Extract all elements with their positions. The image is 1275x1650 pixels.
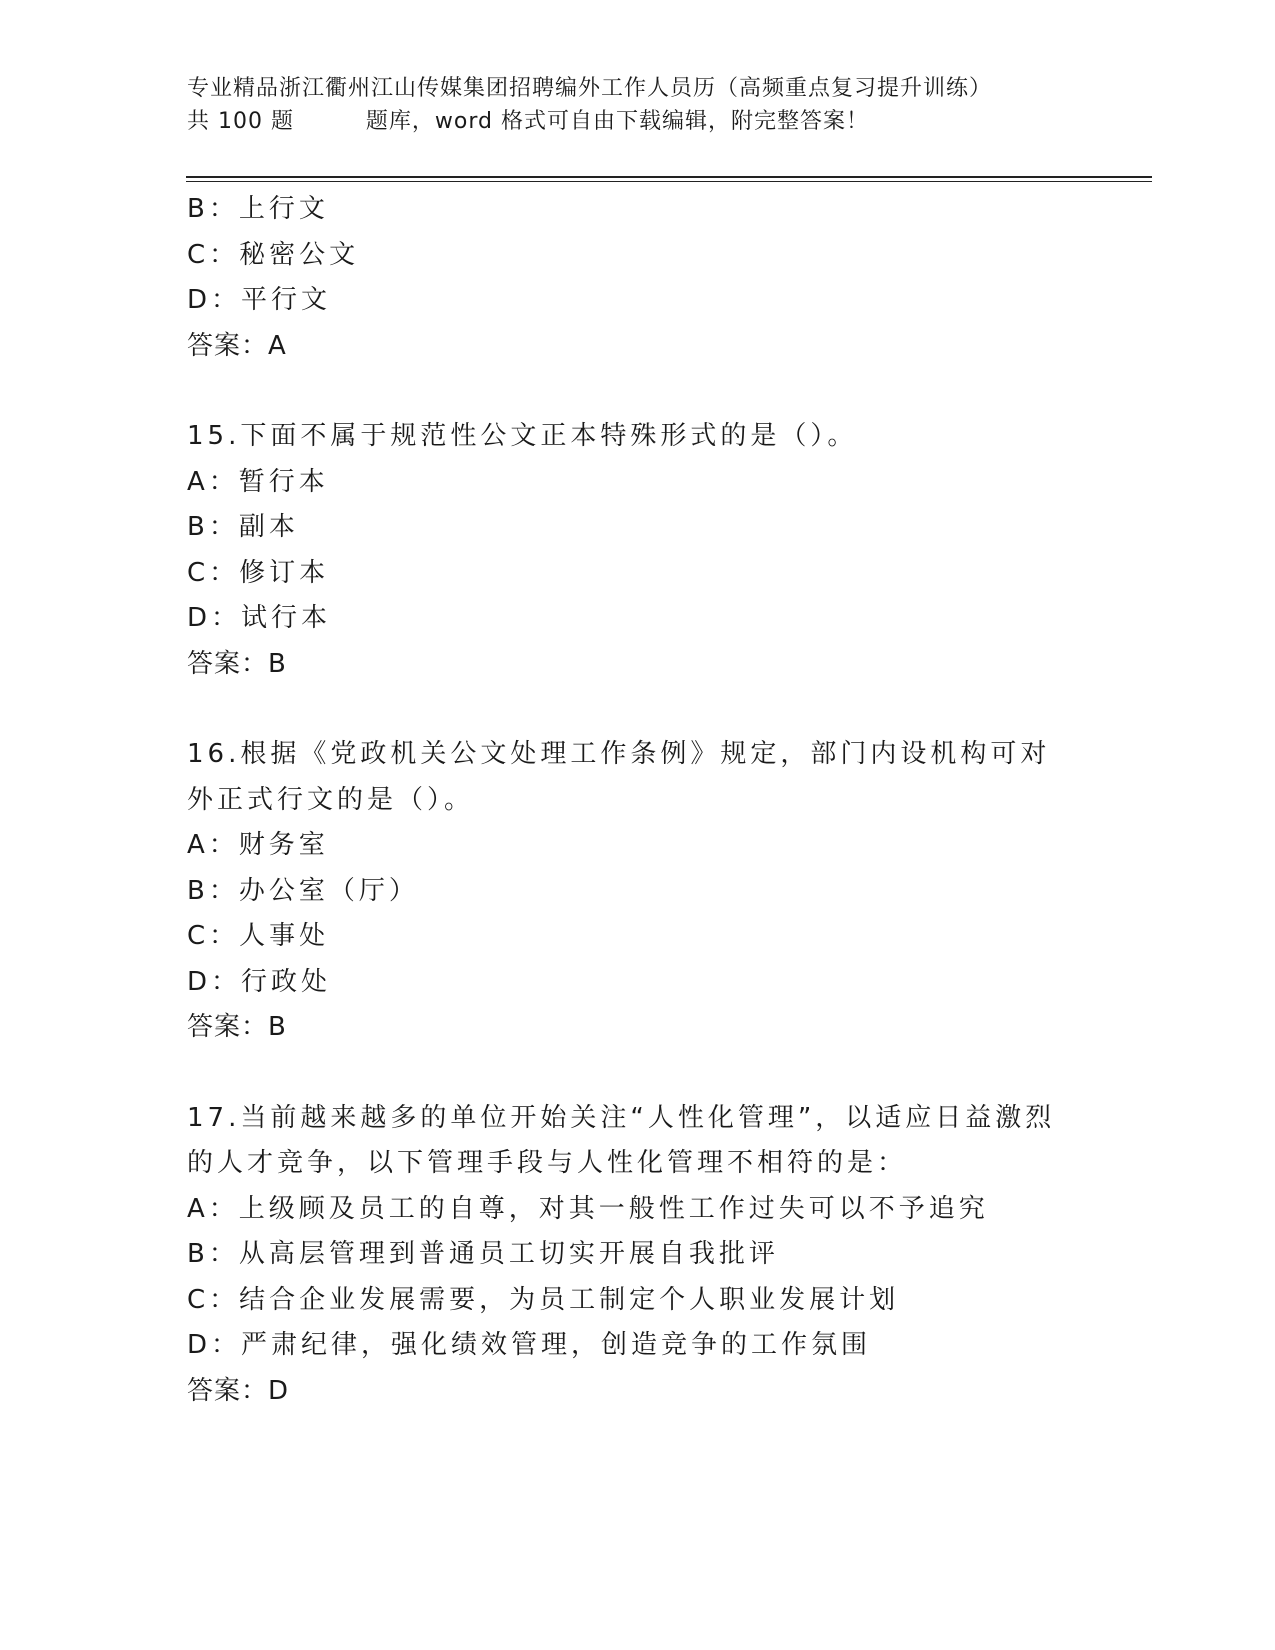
question-stem: 16.根据《党政机关公文处理工作条例》规定，部门内设机构可对外正式行文的是（）。: [187, 739, 1051, 815]
option-d: D：行政处: [187, 966, 332, 997]
question-stem: 17.当前越来越多的单位开始关注“人性化管理”，以适应日益激烈的人才竞争，以下管理手段与人性化管理不相符的是：: [187, 1102, 1056, 1178]
header-divider: [186, 176, 1152, 182]
question-14-continued: [187, 187, 1087, 369]
option-d: D：平行文: [187, 285, 332, 315]
question-17: [187, 1096, 1087, 1415]
option-c: C：修订本: [187, 557, 330, 588]
option-c: C：人事处: [187, 921, 330, 951]
option-b: B：办公室（厅）: [187, 875, 419, 906]
answer-line: 答案：A: [187, 330, 287, 361]
option-b: B：从高层管理到普通员工切实开展自我批评: [187, 1239, 779, 1269]
question-stem: 15.下面不属于规范性公文正本特殊形式的是（）。: [187, 421, 858, 451]
header-title-line-2: 共 100 题 题库，word 格式可自由下载编辑，附完整答案！: [187, 109, 869, 134]
option-b: B：副本: [187, 512, 299, 542]
header-title-line-1: 专业精品浙江衢州江山传媒集团招聘编外工作人员历（高频重点复习提升训练）: [187, 76, 993, 101]
option-d: D：严肃纪律，强化绩效管理，创造竞争的工作氛围: [187, 1330, 872, 1360]
question-16: [187, 732, 1087, 1051]
question-list: [187, 187, 1087, 1414]
option-a: A：上级顾及员工的自尊，对其一般性工作过失可以不予追究: [187, 1193, 989, 1224]
option-c: C：秘密公文: [187, 239, 360, 270]
answer-line: 答案：B: [187, 648, 287, 679]
question-15: [187, 414, 1087, 687]
answer-line: 答案：D: [187, 1375, 290, 1406]
option-a: A：财务室: [187, 830, 329, 860]
option-a: A：暂行本: [187, 466, 329, 497]
option-c: C：结合企业发展需要，为员工制定个人职业发展计划: [187, 1284, 900, 1315]
option-b: B：上行文: [187, 194, 329, 224]
answer-line: 答案：B: [187, 1012, 287, 1042]
option-d: D：试行本: [187, 603, 332, 633]
document-header: [187, 72, 1087, 138]
